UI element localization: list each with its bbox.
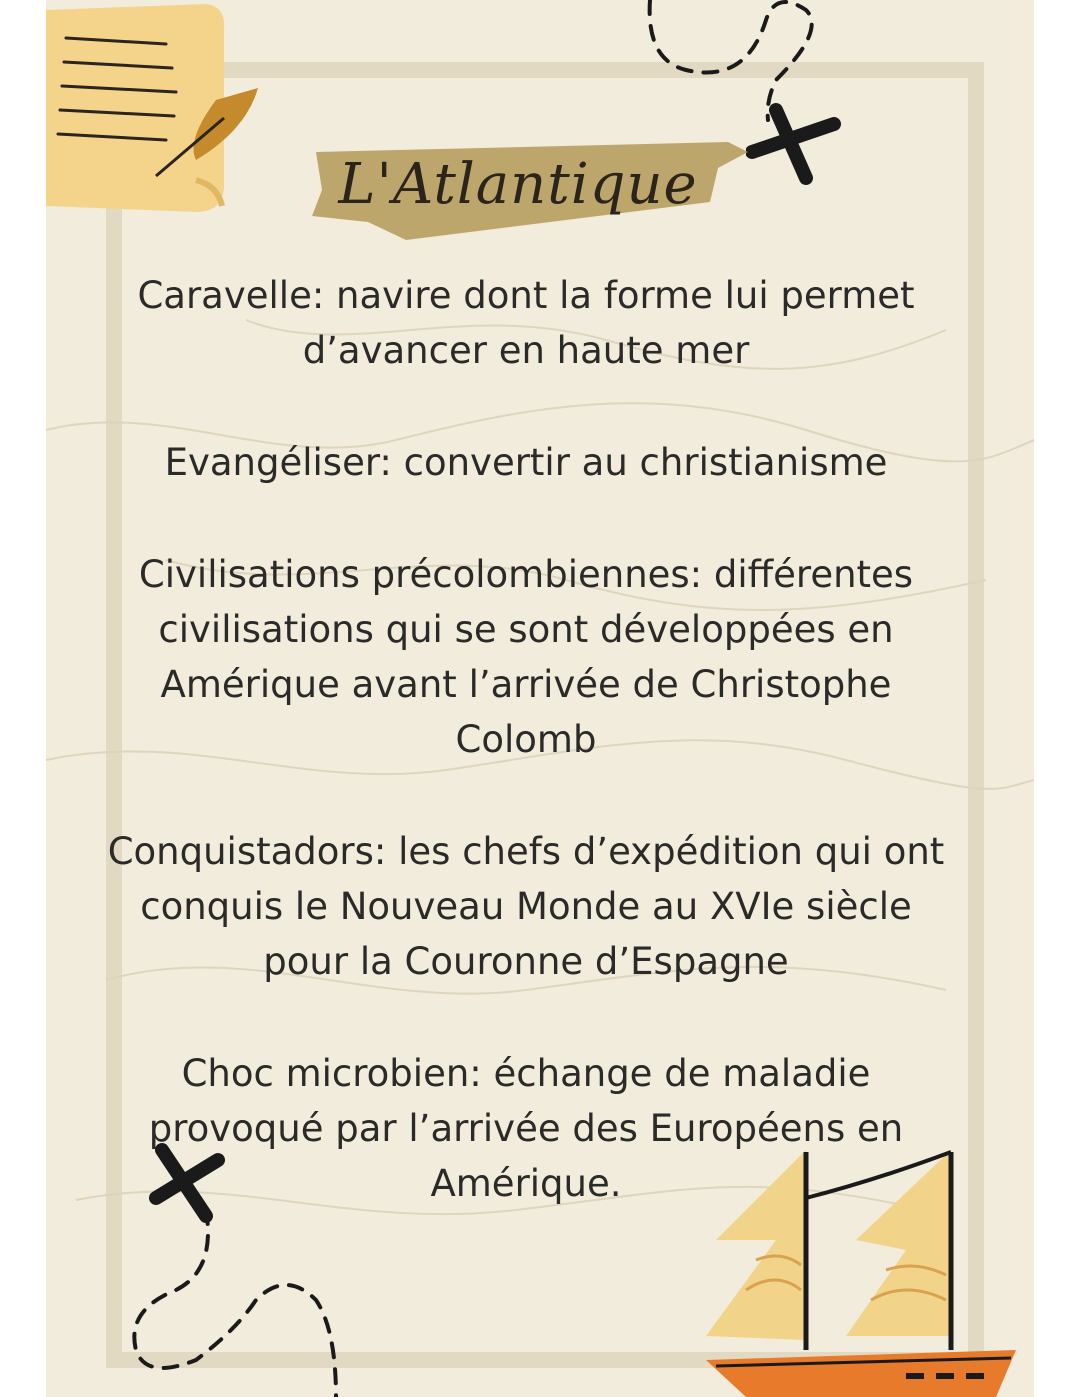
page <box>46 0 1034 1397</box>
x-mark-icon <box>746 100 846 190</box>
title-banner <box>308 130 758 240</box>
definition-line: civilisations qui se sont développées en <box>158 608 894 651</box>
definition-line: Amérique avant l’arrivée de Christophe <box>160 663 892 706</box>
treasure-path-bottom-icon <box>126 1210 366 1397</box>
scroll-feather-icon <box>46 0 266 220</box>
page-title: L'Atlantique <box>338 152 698 217</box>
definition-line: Choc microbien: échange de maladie <box>181 1052 871 1095</box>
definitions-list <box>46 268 1006 1211</box>
definition-line: conquis le Nouveau Monde au XVIe siècle <box>140 885 912 928</box>
definition-line: Colomb <box>455 718 597 761</box>
definition-caravelle <box>46 268 1006 378</box>
definition-line: Conquistadors: les chefs d’expédition qui ont <box>107 830 945 873</box>
definition-evangeliser <box>46 435 1006 490</box>
definition-line: Evangéliser: convertir au christianisme <box>164 441 888 484</box>
definition-line: d’avancer en haute mer <box>302 329 750 372</box>
definition-line: provoqué par l’arrivée des Européens en <box>148 1107 904 1150</box>
definition-line: pour la Couronne d’Espagne <box>263 940 789 983</box>
definition-line: Civilisations précolombiennes: différentes <box>138 553 914 596</box>
definition-line: Caravelle: navire dont la forme lui permet <box>137 274 915 317</box>
definition-civilisations <box>46 547 1006 767</box>
sailing-ship-icon <box>656 1140 1034 1397</box>
definition-conquistadors <box>46 824 1006 989</box>
definition-line: Amérique. <box>430 1162 622 1205</box>
